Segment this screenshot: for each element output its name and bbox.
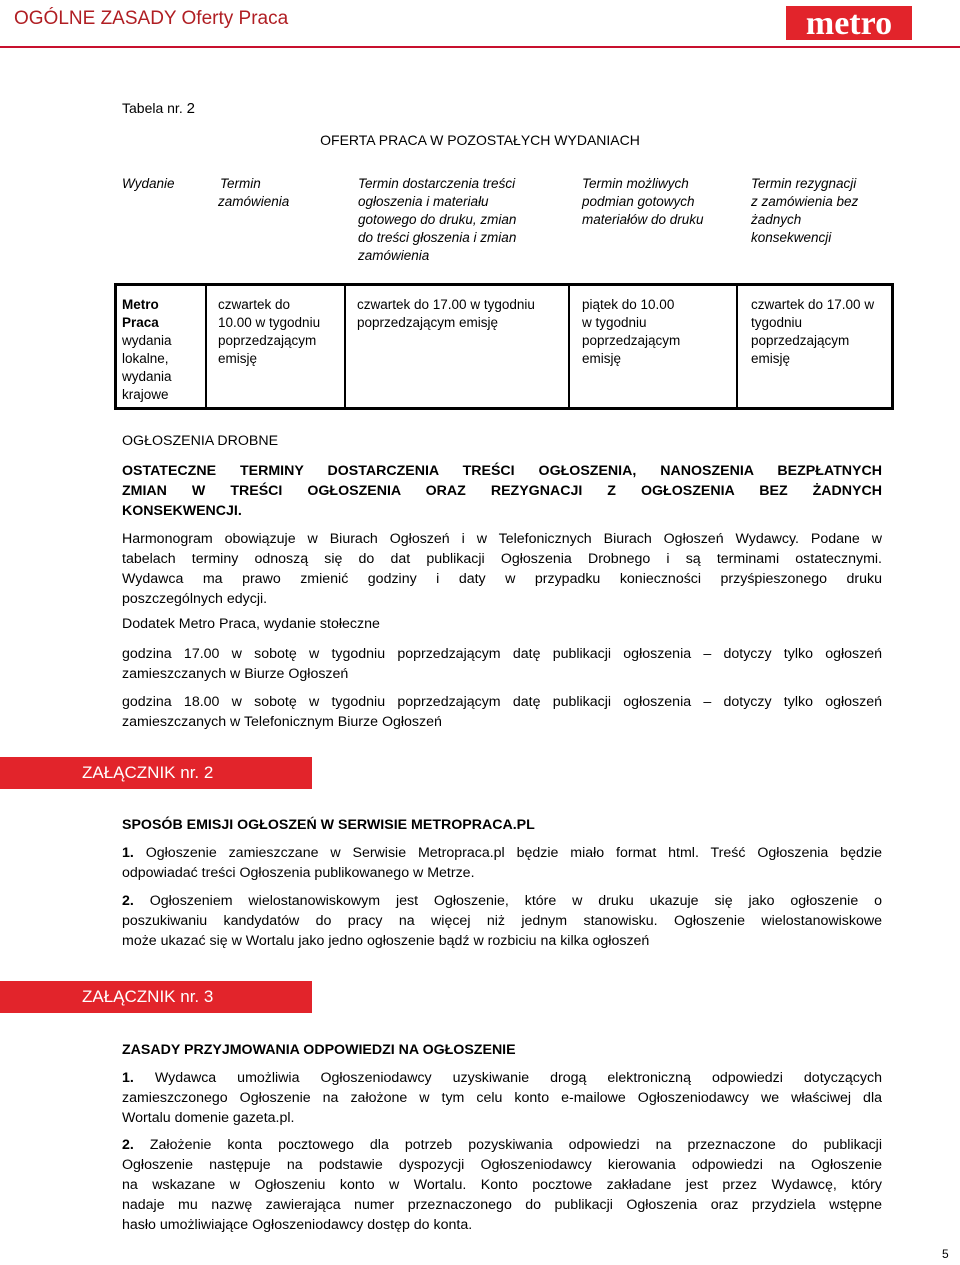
header-divider: [0, 46, 960, 48]
table-column-divider: [568, 283, 570, 410]
cell-delivery-deadline: czwartek do 17.00 w tygodniu poprzedzającym emisję: [357, 297, 535, 330]
section-title-drobne: OGŁOSZENIA DROBNE: [122, 433, 279, 449]
attachment-2-point-1: 1. Ogłoszenie zamieszczane w Serwisie Metropraca.pl będzie miało format html. Treść Ogłoszenia będzie odpowiadać treści Ogłoszenia publikowanego w Metrze.: [122, 845, 882, 881]
cell-order-deadline: czwartek do 10.00 w tygodniu poprzedzającym emisję: [218, 297, 321, 366]
table-heading: OFERTA PRACA W POZOSTAŁYCH WYDANIACH: [320, 132, 640, 148]
table-column-divider: [344, 283, 346, 410]
table-column-divider: [736, 283, 738, 410]
attachment-2-banner: ZAŁĄCZNIK nr. 2: [0, 757, 312, 789]
attachment-2-point-2: 2. Ogłoszeniem wielostanowiskowym jest Ogłoszenie, które w druku ukazuje się jako ogłoszenie o poszukiwaniu kandydatów do pracy na więcej niż jednym stanowisku. Ogłoszenie wielostanowiskowe może ukazać się w Wortalu jako jedno ogłoszenie bądź w rozbiciu na kilka ogłoszeń: [122, 893, 882, 949]
col-header-termin-rezygnacji: Termin rezygnacji z zamówienia bez żadnych konsekwencji: [751, 176, 859, 245]
metro-logo: [786, 2, 912, 42]
table-label: Tabela nr. 2: [122, 100, 195, 117]
logo-text: metro: [805, 5, 893, 42]
col-header-termin-dostarczenia: Termin dostarczenia treści ogłoszenia i materiału gotowego do druku, zmian do treści głoszenia i zmian zamówienia: [358, 176, 517, 263]
attachment-3-banner: ZAŁĄCZNIK nr. 3: [0, 981, 312, 1013]
drobne-dodatek: Dodatek Metro Praca, wydanie stołeczne: [122, 616, 380, 632]
attachment-3-point-2: 2. Założenie konta pocztowego dla potrzeb pozyskiwania odpowiedzi na przeznaczone do publikacji Ogłoszenie następuje na podstawie dyspozycji Ogłoszeniodawcy kierowania odpowiedzi na Ogłoszenie na wskazane w Ogłoszeniu konto w Wortalu. Konto pocztowe zakładane jest przez Wydawcę, który nadaje mu nazwę zawierająca numer przeznaczonego do publikacji Ogłoszenia oraz przydziela wstępne hasło umożliwiające Ogłoszeniodawcy dostęp do konta.: [122, 1137, 882, 1233]
drobne-godzina-18: godzina 18.00 w sobotę w tygodniu poprzedzającym datę publikacji ogłoszenia – dotyczy tylko ogłoszeń zamieszczanych w Telefonicznym Biurze Ogłoszeń: [122, 694, 882, 730]
attachment-2-heading: SPOSÓB EMISJI OGŁOSZEŃ W SERWISIE METROPRACA.PL: [122, 817, 535, 833]
attachment-3-heading: ZASADY PRZYJMOWANIA ODPOWIEDZI NA OGŁOSZENIE: [122, 1042, 516, 1058]
col-header-termin-zamowienia: Termin zamówienia: [218, 176, 290, 209]
table-column-divider: [205, 283, 207, 410]
cell-replace-deadline: piątek do 10.00 w tygodniu poprzedzającym emisję: [582, 297, 681, 366]
drobne-bold-notice: OSTATECZNE TERMINY DOSTARCZENIA TREŚCI OGŁOSZENIA, NANOSZENIA BEZPŁATNYCH ZMIAN W TREŚCI OGŁOSZENIA ORAZ REZYGNACJI Z OGŁOSZENIA BEZ ŻADNYCH KONSEKWENCJI.: [122, 463, 882, 519]
page-number: 5: [942, 1247, 949, 1261]
attachment-3-point-1: 1. Wydawca umożliwia Ogłoszeniodawcy uzyskiwanie drogą elektroniczną odpowiedzi dotyczących zamieszczonego Ogłoszenie na założone w tym celu konto e-mailowe Ogłoszeniodawcy we właściwej dla Wortalu domenie gazeta.pl.: [122, 1070, 882, 1126]
cell-edition: Metro Praca wydania lokalne, wydania krajowe: [122, 297, 172, 402]
col-header-wydanie: Wydanie: [122, 176, 175, 191]
cell-cancel-deadline: czwartek do 17.00 w tygodniu poprzedzającym emisję: [751, 297, 875, 366]
page-header-title: OGÓLNE ZASADY Oferty Praca: [14, 8, 289, 29]
drobne-harmonogram: Harmonogram obowiązuje w Biurach Ogłoszeń i w Telefonicznych Biurach Ogłoszeń Wydawcy. Podane w tabelach terminy odnoszą się do dat publikacji Ogłoszenia Drobnego i są terminami ostatecznymi. Wydawca ma prawo zmienić godziny i daty w przypadku konieczności przyśpieszonego druku poszczególnych edycji.: [122, 531, 882, 607]
drobne-godzina-17: godzina 17.00 w sobotę w tygodniu poprzedzającym datę publikacji ogłoszenia – dotyczy tylko ogłoszeń zamieszczanych w Biurze Ogłoszeń: [122, 646, 882, 682]
col-header-termin-podmian: Termin możliwych podmian gotowych materiałów do druku: [582, 176, 704, 227]
